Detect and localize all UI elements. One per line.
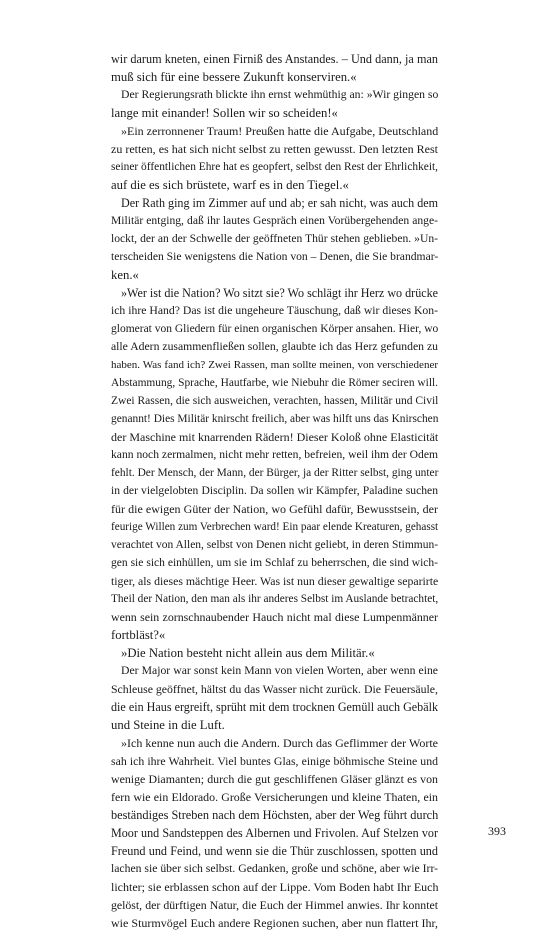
text-line: der Maschine mit knarrenden Rädern! Dieser Koloß ohne Elasticität: [111, 430, 439, 444]
text-line: lachen sie über sich selbst. Gedanken, große und schöne, aber wie Irr-: [111, 862, 438, 875]
text-line: Militär entging, daß ihr lautes Gespräch einen Vorübergehenden ange-: [111, 214, 438, 227]
text-line: und Steine in die Luft.: [111, 718, 225, 732]
text-line: Schleuse geöffnet, hältst du das Wasser nicht zurück. Die Feuersäule,: [111, 682, 438, 696]
text-line: kann noch zermalmen, nicht mehr retten, befreien, weil ihm der Odem: [111, 448, 438, 461]
text-line: zu retten, es hat sich nicht selbst zu retten gewusst. Den letzten Rest: [111, 142, 438, 156]
text-line: Freund und Feind, und wenn sie die Thür zuschlossen, spotten und: [111, 844, 438, 858]
paragraph-first-line: »Wer ist die Nation? Wo sitzt sie? Wo schlägt ihr Herz wo drücke: [121, 286, 439, 300]
text-line: gelöst, der dürftigen Natur, die Euch der Himmel anwies. Ihr konntet: [111, 898, 438, 912]
paragraph-first-line: »Ich kenne nun auch die Andern. Durch das Geflimmer der Worte: [121, 736, 438, 750]
text-line: auf die es sich brüstete, warf es in den Tiegel.«: [111, 178, 349, 192]
text-line: Zwei Rassen, die sich ausweichen, verachten, hassen, Militär und Civil: [111, 395, 439, 407]
text-line: seiner öffentlichen Ehre hat es geopfert, selbst den Rest der Ehrlichkeit,: [111, 161, 438, 173]
text-line: wir darum kneten, einen Firniß des Anstandes. – Und dann, ja man: [111, 52, 438, 66]
body-text: [111, 50, 438, 932]
text-line: haben. Was fand ich? Zwei Rassen, man sollte meinen, von verschiedener: [111, 359, 438, 371]
paragraph-first-line: Der Regierungsrath blickte ihn ernst wehmüthig an: »Wir gingen so: [121, 88, 439, 101]
text-line: verachtet von Allen, selbst von Denen nicht geliebt, in deren Stimmun-: [111, 539, 439, 551]
text-line: gen sie sich einhüllen, um sie im Schlaf zu beherrschen, die sind wich-: [111, 557, 438, 569]
text-line: für die ewigen Güter der Nation, wo Gefühl dafür, Bewusstsein, der: [111, 502, 438, 516]
text-line: wenn sein zornschnaubender Hauch nicht mal diese Lumpenmänner: [111, 610, 438, 624]
text-line: ich ihre Hand? Das ist die ungeheure Täuschung, daß wir dieses Kon-: [111, 304, 438, 317]
page-number: 393: [488, 824, 506, 838]
text-line: feurige Willen zum Verbrechen ward! Ein paar elende Kreaturen, gehasst: [111, 521, 439, 533]
text-line: wenige Diamanten; durch die gut geschliffenen Gläser glänzt es von: [111, 772, 438, 786]
text-line: glomerat von Gliedern für einen organischen Körper ansahen. Hier, wo: [111, 323, 439, 335]
text-line: fortbläst?«: [111, 628, 166, 642]
text-line: lichter; sie erblassen schon auf der Lippe. Vom Boden habt Ihr Euch: [111, 880, 439, 894]
text-line: lange mit einander! Sollen wir so scheiden!«: [111, 106, 338, 120]
text-line: fehlt. Der Mensch, der Mann, der Bürger, ja der Ritter selbst, ging unter: [111, 467, 439, 479]
text-line: genannt! Dies Militär knirscht freilich, aber was hilft uns das Knirschen: [111, 413, 439, 425]
paragraph-first-line: »Die Nation besteht nicht allein aus dem Militär.«: [121, 646, 375, 660]
text-line: Theil der Nation, den man als ihr anderes Selbst im Auslande betrachtet,: [111, 593, 439, 605]
text-line: tiger, als dieses mächtige Heer. Was ist nun dieser gewaltige separirte: [111, 574, 439, 588]
text-line: alle Adern zusammenfließen sollen, glaubte ich das Herz gefunden zu: [111, 340, 438, 353]
text-line: terscheiden Sie wenigstens die Nation von – Denen, die Sie brandmar-: [111, 250, 439, 263]
text-line: Abstammung, Sprache, Hautfarbe, wie Niebuhr die Römer seciren will.: [111, 377, 438, 389]
text-line: wie Sturmvögel Euch andere Regionen suchen, aber nun flattert Ihr,: [111, 916, 438, 930]
text-line: lockt, der an der Schwelle der geöffneten Thür stehen geblieben. »Un-: [111, 232, 438, 245]
paragraph-first-line: Der Major war sonst kein Mann von vielen Worten, aber wenn eine: [121, 664, 438, 677]
text-line: sah ich ihre Wahrheit. Viel buntes Glas, einige böhmische Steine und: [111, 754, 438, 768]
text-line: muß sich für eine bessere Zukunft konserviren.«: [111, 70, 357, 84]
text-line: in der vielgelobten Disciplin. Da sollen wir Kämpfer, Paladine suchen: [111, 484, 438, 497]
text-line: ken.«: [111, 268, 139, 282]
text-line: beständiges Streben nach dem Höchsten, aber der Weg führt durch: [111, 808, 439, 822]
text-line: fern wie ein Eldorado. Große Versicherungen und kleine Thaten, ein: [111, 790, 438, 804]
paragraph-first-line: »Ein zerronnener Traum! Preußen hatte die Aufgabe, Deutschland: [121, 124, 439, 138]
text-line: Moor und Sandsteppen des Albernen und Frivolen. Auf Stelzen vor: [111, 826, 438, 840]
text-line: die ein Haus ergreift, sprüht mit dem trocknen Gemüll auch Gebälk: [111, 700, 438, 714]
paragraph-first-line: Der Rath ging im Zimmer auf und ab; er sah nicht, was auch dem: [121, 196, 439, 210]
